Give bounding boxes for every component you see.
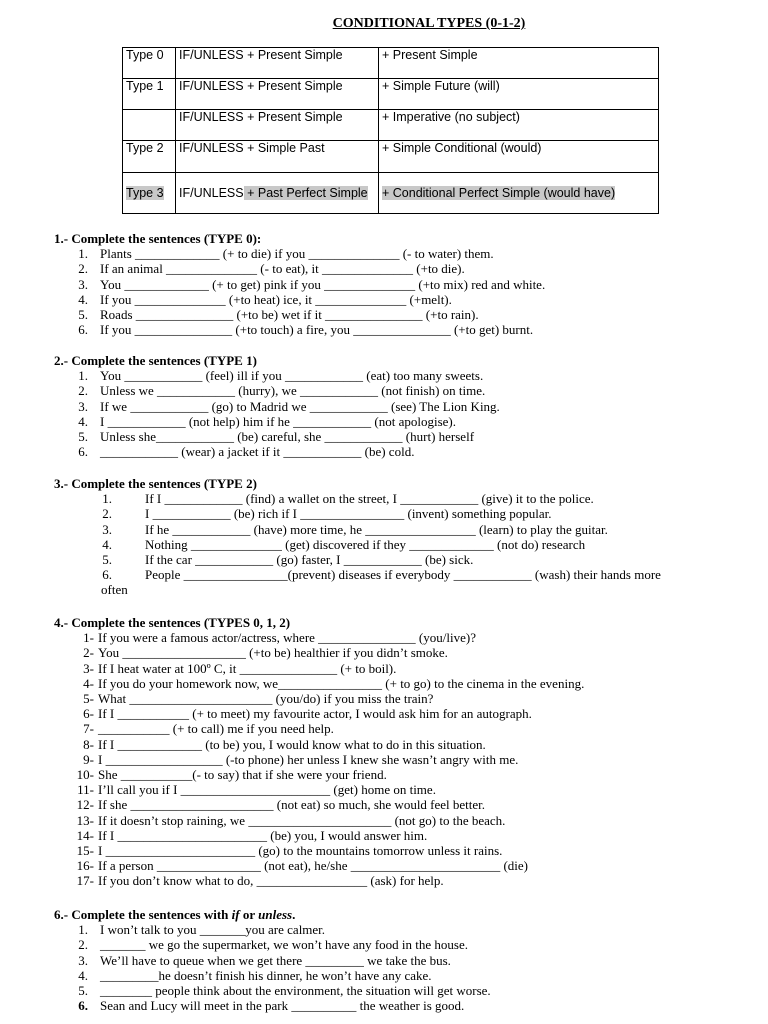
item-number: 9-	[83, 751, 94, 767]
result-clause-cell: + Simple Conditional (would)	[379, 141, 659, 173]
item-text: ____________ (wear) a jacket if it ____________ (be) cold.	[100, 444, 415, 460]
type-cell: Type 2	[123, 141, 176, 173]
item-number: 3.	[78, 276, 88, 292]
item-number: 1.	[78, 246, 88, 262]
list-item	[54, 368, 500, 383]
if-clause-cell: IF/UNLESS + Present Simple	[176, 48, 379, 79]
section-type-1	[54, 353, 500, 459]
list-item	[54, 752, 584, 767]
item-number: 11-	[77, 782, 94, 798]
item-text: I __________________ (-to phone) her unless I knew she wasn’t angry with me.	[98, 751, 519, 767]
list-item	[54, 858, 584, 873]
section-heading: 3.- Complete the sentences (TYPE 2)	[54, 476, 257, 491]
result-clause-cell	[379, 173, 659, 214]
item-number: 3.	[78, 398, 88, 414]
item-text: I _______________________ (go) to the mountains tomorrow unless it rains.	[98, 843, 503, 859]
if-clause-cell: IF/UNLESS + Present Simple	[176, 79, 379, 110]
item-text: If I ____________ (find) a wallet on the street, I ____________ (give) it to the police.	[145, 491, 594, 507]
list-item	[54, 843, 584, 858]
section-heading: 1.- Complete the sentences (TYPE 0):	[54, 231, 262, 246]
list-item	[54, 706, 584, 721]
item-text: If we ____________ (go) to Madrid we ____________ (see) The Lion King.	[100, 398, 500, 414]
section-heading: 4.- Complete the sentences (TYPES 0, 1, 2)	[54, 615, 291, 630]
item-text: _________he doesn’t finish his dinner, he won’t have any cake.	[100, 967, 432, 983]
item-text: If I ___________ (+ to meet) my favourite actor, I would ask him for an autograph.	[98, 706, 532, 722]
item-number: 4.	[78, 967, 88, 983]
item-number: 8-	[83, 736, 94, 752]
item-number: 6.	[102, 567, 112, 583]
item-number: 1.	[78, 368, 88, 384]
page-title	[0, 16, 768, 32]
list-item	[54, 537, 661, 552]
section-heading	[54, 907, 491, 922]
list-item	[54, 813, 584, 828]
type-cell: Type 0	[123, 48, 176, 79]
item-number: 4.	[102, 536, 112, 552]
heading-end: .	[292, 907, 296, 922]
item-number: 5-	[83, 691, 94, 707]
item-number: 12-	[76, 797, 94, 813]
item-text: If the car ____________ (go) faster, I ____________ (be) sick.	[145, 552, 474, 568]
item-number: 14-	[76, 827, 94, 843]
list-item	[54, 937, 491, 952]
list-item	[54, 630, 584, 645]
item-text: If I _____________ (to be) you, I would know what to do in this situation.	[98, 736, 486, 752]
item-text: What ______________________ (you/do) if you miss the train?	[98, 691, 434, 707]
list-item	[54, 873, 584, 888]
section-type-2	[54, 476, 661, 598]
item-number: 6.	[78, 444, 88, 460]
item-text: ___________ (+ to call) me if you need help.	[98, 721, 334, 737]
item-text: You ___________________ (+to be) healthier if you didn’t smoke.	[98, 645, 448, 661]
list-item	[54, 429, 500, 444]
list-item	[54, 922, 491, 937]
list-item	[54, 983, 491, 998]
item-number: 15-	[76, 843, 94, 859]
table-row	[123, 173, 659, 214]
item-text: She ___________(- to say) that if she were your friend.	[98, 767, 387, 783]
item-number: 16-	[76, 858, 94, 874]
item-number: 3.	[102, 521, 112, 537]
item-number: 4-	[83, 675, 94, 691]
item-text: People ________________(prevent) diseases if everybody ____________ (wash) their hands more	[145, 567, 661, 583]
if-clause-cell: IF/UNLESS + Present Simple	[176, 110, 379, 141]
item-number: 2.	[102, 506, 112, 522]
list-item	[54, 322, 545, 337]
item-text: If you _______________ (+to touch) a fire, you _______________ (+to get) burnt.	[100, 322, 534, 338]
item-text: Unless she____________ (be) careful, she ____________ (hurt) herself	[100, 429, 475, 445]
item-text: Plants _____________ (+ to die) if you ______________ (- to water) them.	[100, 246, 494, 262]
list-item	[54, 737, 584, 752]
item-number: 4.	[78, 291, 88, 307]
list-item	[54, 552, 661, 567]
list-item	[54, 292, 545, 307]
list-item	[54, 307, 545, 322]
result-clause-cell: + Simple Future (will)	[379, 79, 659, 110]
item-number: 2.	[78, 937, 88, 953]
item-text: Unless we ____________ (hurry), we ____________ (not finish) on time.	[100, 383, 486, 399]
list-item	[54, 828, 584, 843]
item-text: Sean and Lucy will meet in the park __________ the weather is good.	[100, 998, 465, 1014]
result-clause-cell: + Present Simple	[379, 48, 659, 79]
item-text: If you ______________ (+to heat) ice, it ______________ (+melt).	[100, 291, 452, 307]
item-number: 7-	[83, 721, 94, 737]
if-clause-text: IF/UNLESS	[179, 186, 244, 200]
list-item	[54, 383, 500, 398]
type-cell	[123, 110, 176, 141]
item-number: 1.	[78, 922, 88, 938]
heading-text: 6.- Complete the sentences with	[54, 907, 232, 922]
item-number: 1-	[83, 630, 94, 646]
list-item	[54, 645, 584, 660]
heading-or: or	[239, 907, 259, 922]
list-item	[54, 522, 661, 537]
item-text: If I heat water at 100º C, it _______________ (+ to boil).	[98, 660, 397, 676]
type-cell: Type 1	[123, 79, 176, 110]
list-item	[54, 506, 661, 521]
item-text: often	[101, 582, 128, 598]
if-clause-highlight: + Past Perfect Simple	[243, 186, 368, 200]
list-item	[54, 721, 584, 736]
if-clause-cell: IF/UNLESS + Simple Past	[176, 141, 379, 173]
item-text: ________ people think about the environment, the situation will get worse.	[100, 983, 491, 999]
item-text: If an animal ______________ (- to eat), it ______________ (+to die).	[100, 261, 465, 277]
list-item	[54, 767, 584, 782]
list-item	[54, 661, 584, 676]
item-text: If you don’t know what to do, _________________ (ask) for help.	[98, 873, 444, 889]
item-number: 3.	[78, 952, 88, 968]
conditional-types-table	[122, 47, 659, 214]
table-row	[123, 48, 659, 79]
item-number: 5.	[78, 983, 88, 999]
item-number: 13-	[76, 812, 94, 828]
item-text: You ____________ (feel) ill if you ____________ (eat) too many sweets.	[100, 368, 484, 384]
list-item	[54, 567, 661, 582]
item-number: 1.	[102, 491, 112, 507]
item-number: 2.	[78, 383, 88, 399]
result-clause-highlight: + Conditional Perfect Simple (would have)	[382, 186, 616, 200]
item-text: If I _______________________ (be) you, I would answer him.	[98, 827, 428, 843]
item-number: 10-	[76, 767, 94, 783]
item-number: 3-	[83, 660, 94, 676]
list-item	[54, 953, 491, 968]
list-item	[54, 782, 584, 797]
table-row	[123, 110, 659, 141]
type-3-highlight: Type 3	[126, 186, 164, 200]
item-text: I’ll call you if I _______________________ (get) home on time.	[98, 782, 436, 798]
item-text: I ____________ (be) rich if I ________________ (invent) something popular.	[145, 506, 552, 522]
item-text: If he ____________ (have) more time, he _________________ (learn) to play the guitar.	[145, 521, 608, 537]
item-number: 17-	[76, 873, 94, 889]
list-item	[54, 444, 500, 459]
item-number: 2.	[78, 261, 88, 277]
item-text: If you do your homework now, we________________ (+ to go) to the cinema in the evening.	[98, 675, 585, 691]
list-item	[54, 676, 584, 691]
heading-if: if	[231, 907, 240, 922]
item-text: Roads _______________ (+to be) wet if it _______________ (+to rain).	[100, 307, 479, 323]
section-type-0	[54, 231, 545, 337]
list-item-continuation	[54, 582, 661, 597]
item-number: 4.	[78, 413, 88, 429]
item-number: 6-	[83, 706, 94, 722]
list-item	[54, 491, 661, 506]
list-item	[54, 414, 500, 429]
list-item	[54, 691, 584, 706]
list-item	[54, 261, 545, 276]
item-text: I won’t talk to you _______you are calmer.	[100, 922, 326, 938]
heading-unless: unless	[258, 907, 293, 922]
if-clause-cell	[176, 173, 379, 214]
item-number: 6.	[78, 998, 88, 1014]
section-if-unless	[54, 907, 491, 1013]
item-text: We’ll have to queue when we get there _________ we take the bus.	[100, 952, 451, 968]
section-heading: 2.- Complete the sentences (TYPE 1)	[54, 353, 257, 368]
list-item	[54, 968, 491, 983]
page-title-text: CONDITIONAL TYPES (0-1-2)	[332, 16, 526, 31]
item-number: 5.	[102, 552, 112, 568]
list-item	[54, 797, 584, 812]
item-number: 2-	[83, 645, 94, 661]
item-number: 5.	[78, 429, 88, 445]
item-text: If she ______________________ (not eat) so much, she would feel better.	[98, 797, 486, 813]
item-text: I ____________ (not help) him if he ____________ (not apologise).	[100, 413, 457, 429]
item-text: _______ we go the supermarket, we won’t have any food in the house.	[100, 937, 469, 953]
item-text: Nothing ______________ (get) discovered if they _____________ (not do) research	[145, 536, 586, 552]
item-text: If you were a famous actor/actress, where _______________ (you/live)?	[98, 630, 476, 646]
list-item	[54, 998, 491, 1013]
section-types-0-1-2	[54, 615, 584, 889]
item-text: If a person ________________ (not eat), he/she _______________________ (die)	[98, 858, 529, 874]
item-number: 5.	[78, 307, 88, 323]
table-row	[123, 79, 659, 110]
item-text: You _____________ (+ to get) pink if you ______________ (+to mix) red and white.	[100, 276, 546, 292]
result-clause-cell: + Imperative (no subject)	[379, 110, 659, 141]
type-cell	[123, 173, 176, 214]
item-number: 6.	[78, 322, 88, 338]
list-item	[54, 246, 545, 261]
list-item	[54, 399, 500, 414]
item-text: If it doesn’t stop raining, we ______________________ (not go) to the beach.	[98, 812, 506, 828]
list-item	[54, 277, 545, 292]
table-row	[123, 141, 659, 173]
